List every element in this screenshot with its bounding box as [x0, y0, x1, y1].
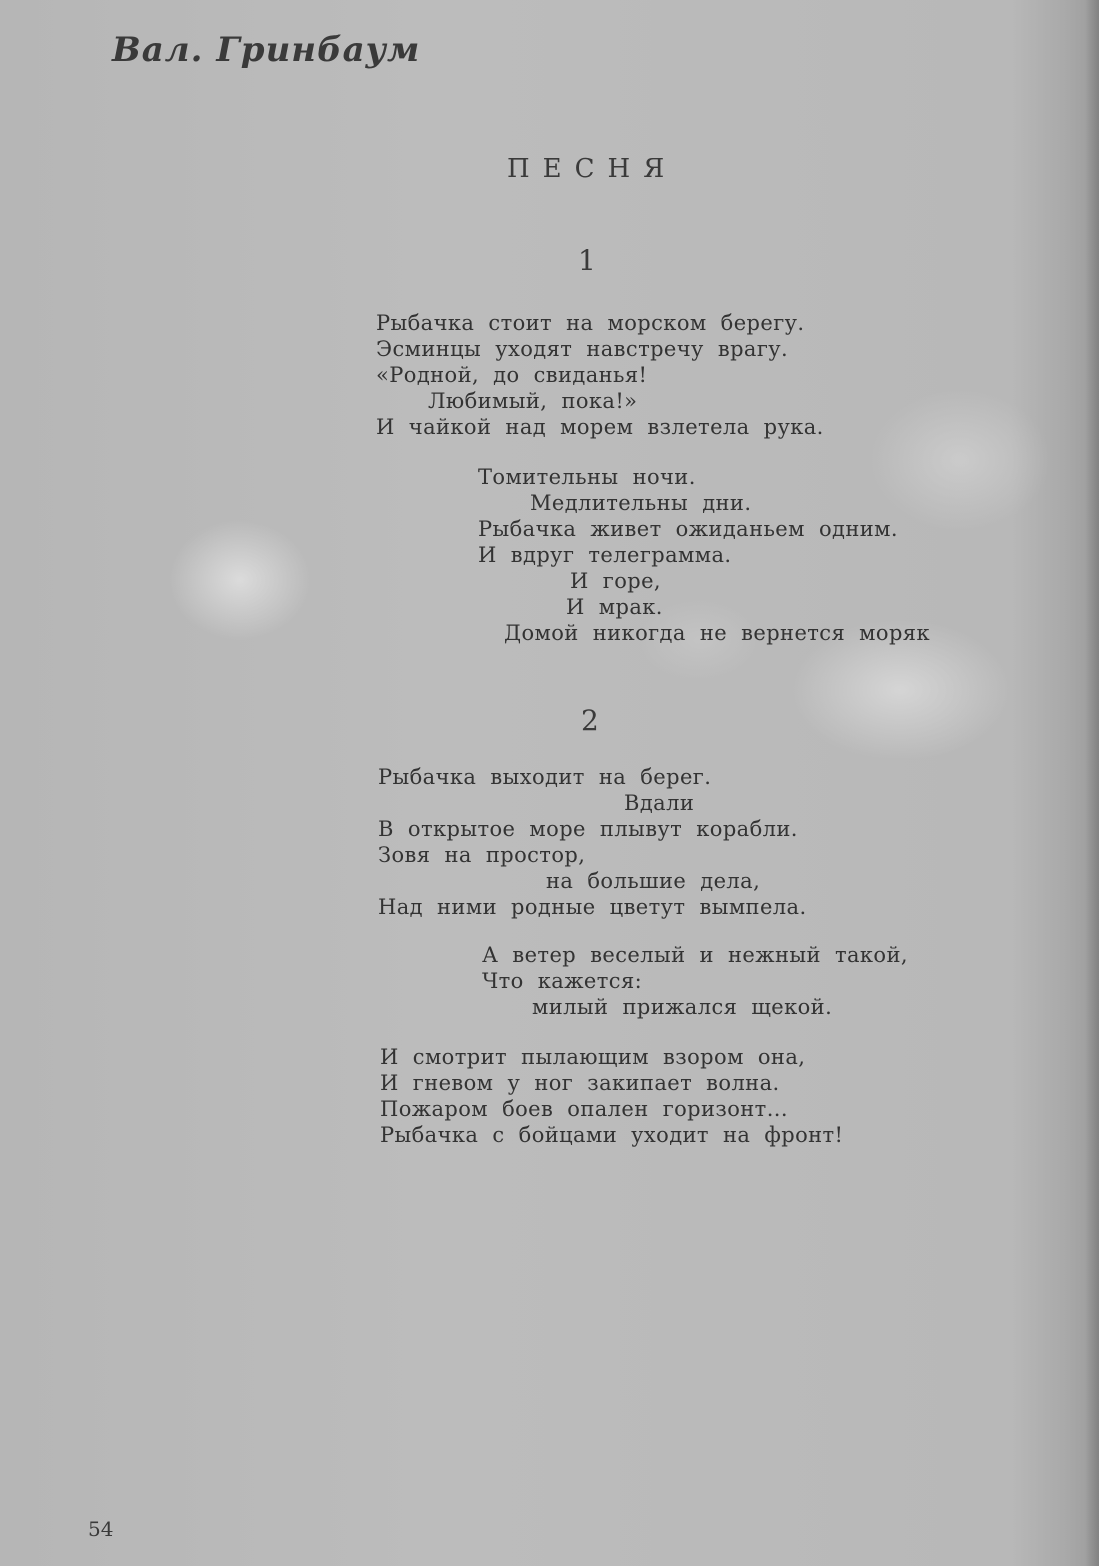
- poem-line: И гневом у ног закипает волна.: [380, 1071, 780, 1095]
- poem-line: Домой никогда не вернется моряк: [504, 621, 930, 645]
- poem-line: И мрак.: [566, 595, 663, 619]
- poem-line: И вдруг телеграмма.: [478, 543, 732, 567]
- poem-line: Томительны ночи.: [478, 465, 696, 489]
- poem-line: И горе,: [570, 569, 661, 593]
- poem-line: Рыбачка с бойцами уходит на фронт!: [380, 1123, 844, 1147]
- poem-line: Рыбачка стоит на морском берегу.: [376, 311, 805, 335]
- poem-line: Любимый, пока!»: [428, 389, 638, 413]
- poem-line: И смотрит пылающим взором она,: [380, 1045, 806, 1069]
- poem-line: Эсминцы уходят навстречу врагу.: [376, 337, 789, 361]
- poem-line: В открытое море плывут корабли.: [378, 817, 798, 841]
- poem-line: А ветер веселый и нежный такой,: [482, 943, 908, 967]
- poem-title: ПЕСНЯ: [507, 154, 678, 184]
- poem-line: И чайкой над морем взлетела рука.: [376, 415, 824, 439]
- poem-line: Пожаром боев опален горизонт...: [380, 1097, 788, 1121]
- section-number: 2: [581, 704, 599, 737]
- poem-line: Над ними родные цветут вымпела.: [378, 895, 807, 919]
- poem-line: Рыбачка живет ожиданьем одним.: [478, 517, 898, 541]
- poem-line: «Родной, до свиданья!: [376, 363, 648, 387]
- section-number: 1: [578, 244, 596, 277]
- poem-line: Рыбачка выходит на берег.: [378, 765, 712, 789]
- poem-line: Медлительны дни.: [530, 491, 752, 515]
- poem-line: Зовя на простор,: [378, 843, 586, 867]
- poem-line: Что кажется:: [482, 969, 643, 993]
- page-edge-shadow: [1085, 0, 1099, 1566]
- page-number: 54: [88, 1517, 114, 1541]
- poem-line: Вдали: [624, 791, 695, 815]
- poem-line: милый прижался щекой.: [532, 995, 833, 1019]
- author-name: Вал. Гринбаум: [112, 30, 421, 70]
- poem-line: на большие дела,: [546, 869, 761, 893]
